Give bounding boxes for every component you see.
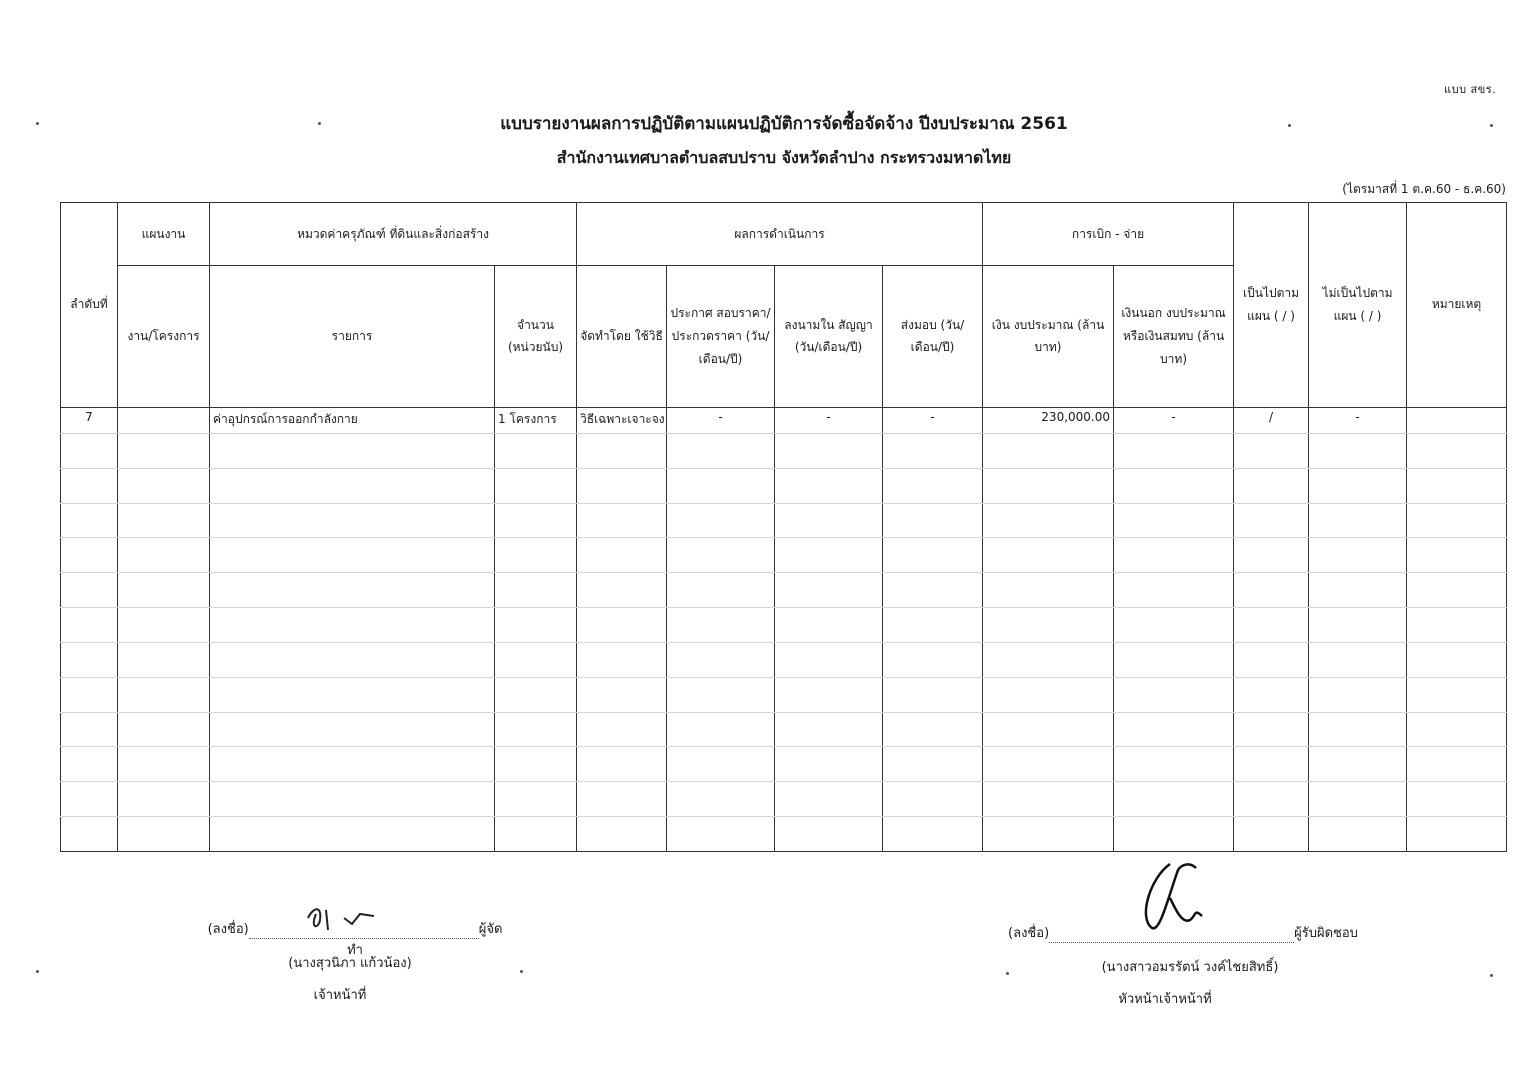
responsible-position: หัวหน้าเจ้าหน้าที่ (1118, 992, 1212, 1007)
role-label: ผู้รับผิดชอบ (1294, 926, 1358, 941)
cell-announce: - (667, 407, 775, 433)
signature-scribble-left (300, 900, 380, 940)
scan-speck (1490, 974, 1493, 977)
scan-speck (520, 970, 523, 973)
header-announce: ประกาศ สอบราคา/ ประกวดราคา (วัน/เดือน/ปี) (667, 266, 775, 408)
table-row-empty (61, 817, 1507, 852)
cell-budget: 230,000.00 (983, 407, 1114, 433)
header-disburse: การเบิก - จ่าย (983, 203, 1234, 266)
table-row-empty (61, 677, 1507, 712)
table-row-empty (61, 538, 1507, 573)
signature-scribble-right (1130, 858, 1220, 938)
role-label: ผู้จัดทำ (347, 922, 503, 958)
table-row-empty (61, 608, 1507, 643)
cell-on-plan: / (1234, 407, 1309, 433)
table-row-empty (61, 573, 1507, 608)
sign-prefix: (ลงชื่อ) (1008, 926, 1050, 941)
cell-seq: 7 (61, 407, 118, 433)
table-row-empty (61, 642, 1507, 677)
header-item: รายการ (210, 266, 495, 408)
table-row-empty (61, 503, 1507, 538)
cell-plan (118, 407, 210, 433)
header-plan: แผนงาน (118, 203, 210, 266)
scan-speck (1288, 124, 1291, 127)
sign-prefix: (ลงชื่อ) (207, 922, 249, 937)
header-budget: เงิน งบประมาณ (ล้านบาท) (983, 266, 1114, 408)
header-qty: จำนวน (หน่วยนับ) (495, 266, 577, 408)
table-row-empty (61, 712, 1507, 747)
quarter-label: (ไตรมาสที่ 1 ต.ค.60 - ธ.ค.60) (1342, 182, 1506, 196)
cell-extra-budget: - (1114, 407, 1234, 433)
cell-qty: 1 โครงการ (495, 407, 577, 433)
header-delivery: ส่งมอบ (วัน/เดือน/ปี) (883, 266, 983, 408)
cell-off-plan: - (1309, 407, 1407, 433)
scan-speck (36, 122, 39, 125)
table-row-empty (61, 782, 1507, 817)
header-method: จัดทำโดย ใช้วิธี (577, 266, 667, 408)
cell-method: วิธีเฉพาะเจาะจง (577, 407, 667, 433)
cell-item: ค่าอุปกรณ์การออกกำลังกาย (210, 407, 495, 433)
preparer-name: (นางสุวนิภา แก้วน้อง) (288, 956, 412, 971)
header-on-plan: เป็นไปตาม แผน ( / ) (1234, 203, 1309, 408)
scan-speck (36, 970, 39, 973)
cell-delivery: - (883, 407, 983, 433)
scan-speck (1006, 972, 1009, 975)
header-plan-sub: งาน/โครงการ (118, 266, 210, 408)
procurement-report-table (60, 202, 1507, 852)
cell-contract: - (775, 407, 883, 433)
header-contract: ลงนามใน สัญญา (วัน/เดือน/ปี) (775, 266, 883, 408)
header-off-plan: ไม่เป็นไปตาม แผน ( / ) (1309, 203, 1407, 408)
cell-remark (1407, 407, 1507, 433)
scan-speck (1490, 124, 1493, 127)
report-title: แบบรายงานผลการปฏิบัติตามแผนปฏิบัติการจัดซื้อจัดจ้าง ปีงบประมาณ 2561 (500, 114, 1068, 134)
header-extra-budget: เงินนอก งบประมาณ หรือเงินสมทบ (ล้านบาท) (1114, 266, 1234, 408)
header-remark: หมายเหตุ (1407, 203, 1507, 408)
report-subtitle: สำนักงานเทศบาลตำบลสบปราบ จังหวัดลำปาง กระทรวงมหาดไทย (556, 148, 1012, 167)
responsible-name: (นางสาวอมรรัตน์ วงค์ไชยสิทธิ์) (1101, 960, 1279, 975)
table-row (61, 407, 1507, 433)
preparer-position: เจ้าหน้าที่ (313, 988, 367, 1003)
header-seq: ลำดับที่ (61, 203, 118, 408)
table-row-empty (61, 433, 1507, 468)
scan-speck (318, 122, 321, 125)
header-results: ผลการดำเนินการ (577, 203, 983, 266)
table-row-empty (61, 747, 1507, 782)
table-row-empty (61, 468, 1507, 503)
form-code: แบบ สขร. (1444, 83, 1497, 96)
header-category: หมวดค่าครุภัณฑ์ ที่ดินและสิ่งก่อสร้าง (210, 203, 577, 266)
